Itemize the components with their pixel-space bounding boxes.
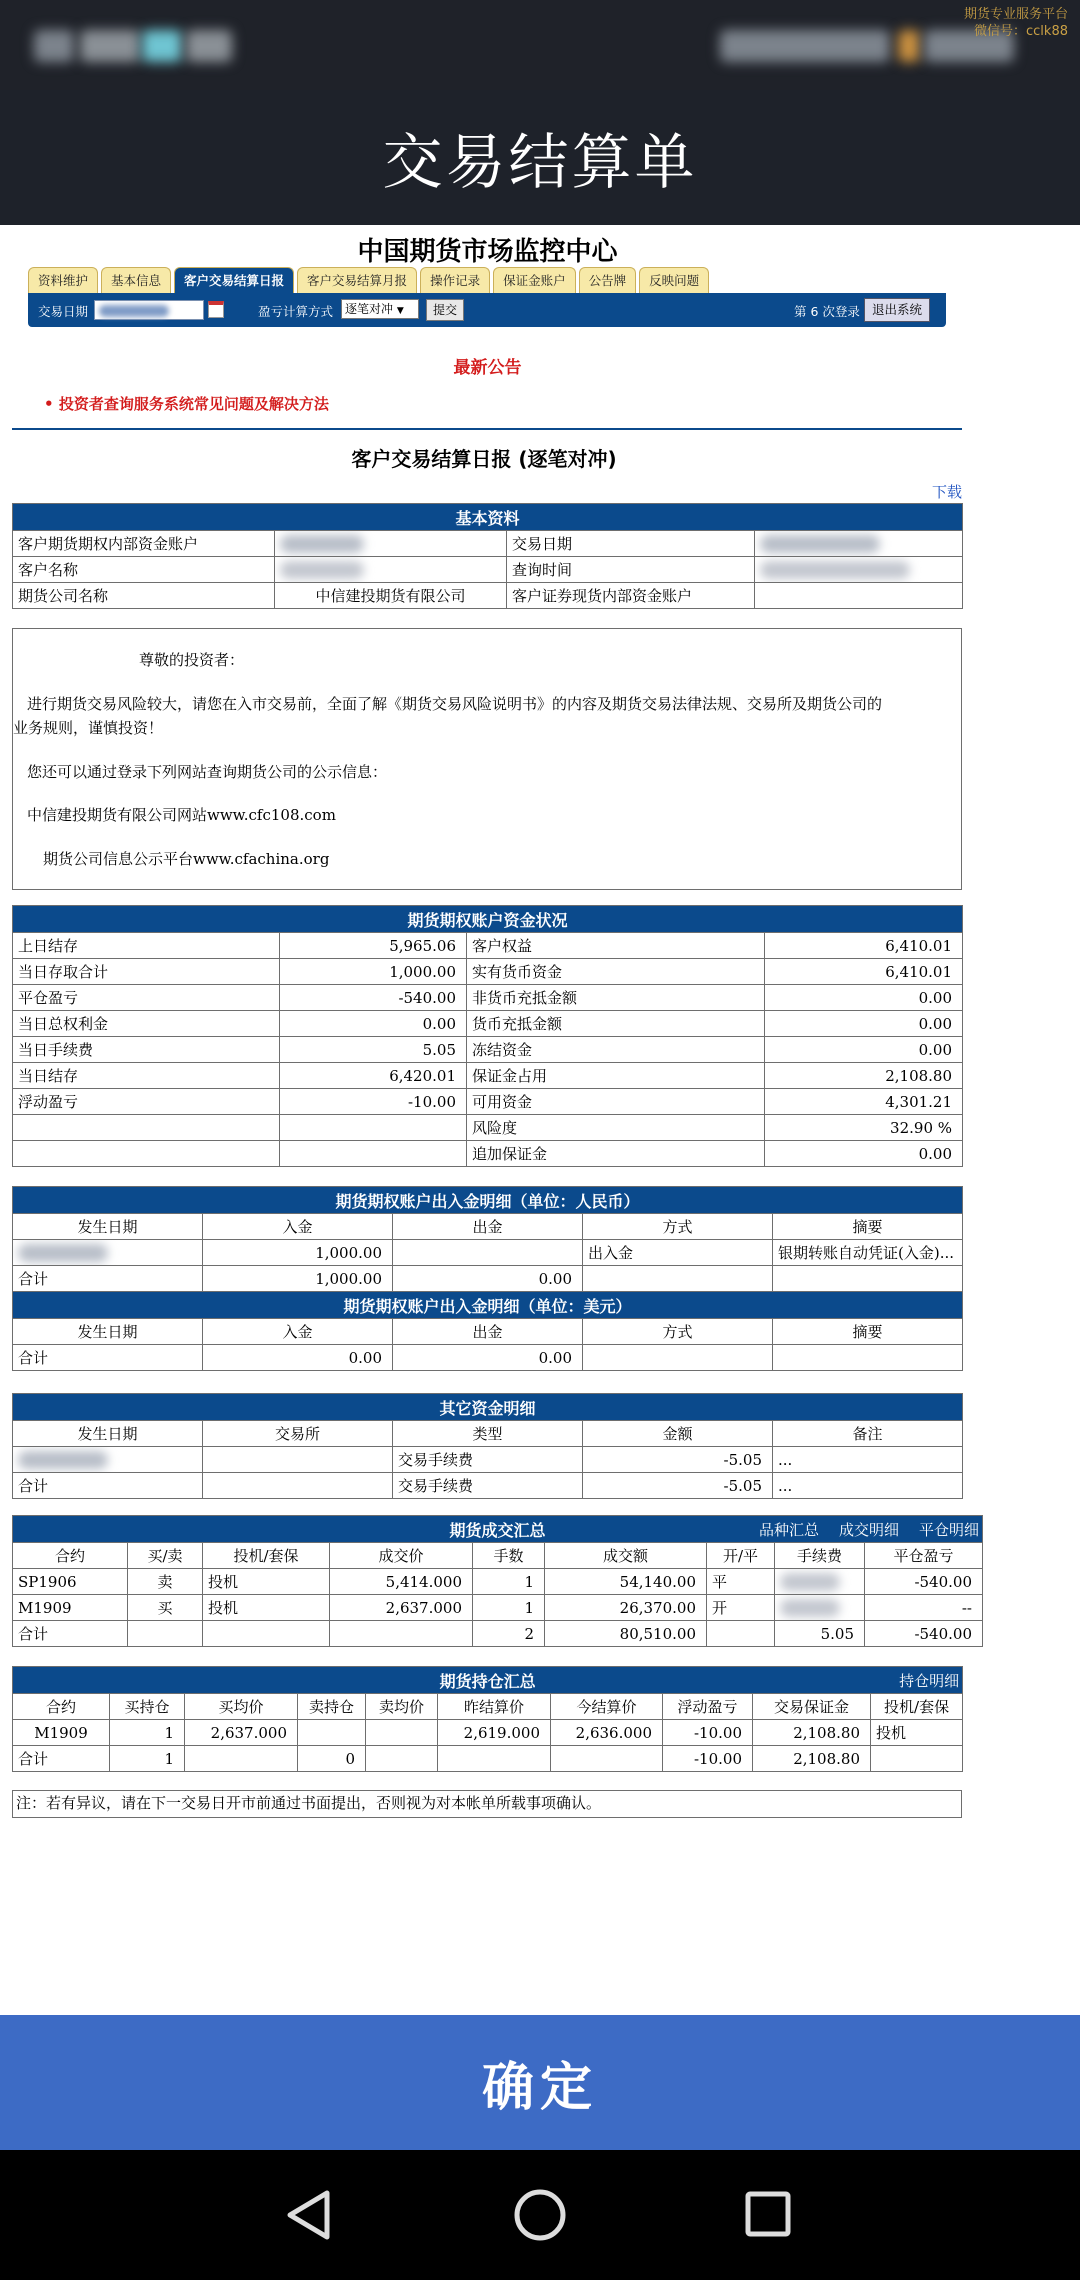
th: 买均价 bbox=[185, 1694, 298, 1720]
th: 方式 bbox=[583, 1319, 773, 1345]
td: 2,636.000 bbox=[551, 1720, 663, 1746]
funds-value: 5,965.06 bbox=[280, 933, 467, 959]
td: 26,370.00 bbox=[545, 1595, 707, 1621]
td bbox=[707, 1621, 775, 1647]
value-securities-account bbox=[755, 583, 963, 609]
rb bbox=[280, 561, 364, 579]
th: 摘要 bbox=[773, 1319, 963, 1345]
td bbox=[583, 1345, 773, 1371]
label-securities-account: 客户证券现货内部资金账户 bbox=[507, 583, 755, 609]
th: 方式 bbox=[583, 1214, 773, 1240]
funds-label: 当日手续费 bbox=[13, 1037, 280, 1063]
tab-feedback[interactable]: 反映问题 bbox=[639, 267, 709, 293]
th: 出金 bbox=[393, 1319, 583, 1345]
date-label: 交易日期 bbox=[38, 304, 89, 319]
calc-method-label: 盈亏计算方式 bbox=[258, 304, 334, 319]
td: 交易手续费 bbox=[393, 1447, 583, 1473]
funds-label bbox=[13, 1115, 280, 1141]
td: 2,619.000 bbox=[438, 1720, 551, 1746]
th: 金额 bbox=[583, 1421, 773, 1447]
funds-label: 浮动盈亏 bbox=[13, 1089, 280, 1115]
tab-bulletin[interactable]: 公告牌 bbox=[579, 267, 637, 293]
funds-value bbox=[280, 1115, 467, 1141]
other-funds-table bbox=[12, 1393, 963, 1499]
notice-link[interactable]: • 投资者查询服务系统常见问题及解决方法 bbox=[44, 395, 329, 413]
table-row bbox=[13, 933, 963, 959]
funds-body bbox=[13, 933, 963, 1167]
th: 入金 bbox=[203, 1319, 393, 1345]
label-company: 期货公司名称 bbox=[13, 583, 275, 609]
td bbox=[203, 1473, 393, 1499]
td: 银期转账自动凭证(入金)... bbox=[773, 1240, 963, 1266]
tab-operation-log[interactable]: 操作记录 bbox=[420, 267, 490, 293]
table-row-total bbox=[13, 1746, 963, 1772]
th: 平仓盈亏 bbox=[865, 1543, 983, 1569]
td: 80,510.00 bbox=[545, 1621, 707, 1647]
td: 0.00 bbox=[393, 1266, 583, 1292]
span: 期货成交汇总 bbox=[449, 1520, 546, 1540]
table-row bbox=[13, 1089, 963, 1115]
th: 发生日期 bbox=[13, 1319, 203, 1345]
nav-buttons bbox=[0, 2150, 1080, 2280]
td: ... bbox=[773, 1447, 963, 1473]
status-icons-left-2 bbox=[80, 30, 140, 62]
td: 开 bbox=[707, 1595, 775, 1621]
th: 备注 bbox=[773, 1421, 963, 1447]
td bbox=[393, 1240, 583, 1266]
rb bbox=[760, 535, 880, 553]
table-row bbox=[13, 1115, 963, 1141]
letter-company-site: 中信建投期货有限公司网站www.cfc108.com bbox=[27, 806, 336, 824]
td: 合计 bbox=[13, 1621, 128, 1647]
td bbox=[773, 1266, 963, 1292]
td: 0.00 bbox=[393, 1345, 583, 1371]
td: 交易手续费 bbox=[393, 1473, 583, 1499]
td bbox=[551, 1746, 663, 1772]
letter-risk-warning: 进行期货交易风险较大，请您在入市交易前，全面了解《期货交易风险说明书》的内容及期货交易法律法规、交易所及期货公司的 bbox=[27, 695, 883, 713]
td: -10.00 bbox=[663, 1720, 753, 1746]
funds-value: 1,000.00 bbox=[280, 959, 467, 985]
letter-cfachina-site: 期货公司信息公示平台www.cfachina.org bbox=[43, 850, 330, 868]
td: 1,000.00 bbox=[203, 1240, 393, 1266]
td: -10.00 bbox=[663, 1746, 753, 1772]
td: 0 bbox=[298, 1746, 366, 1772]
td bbox=[185, 1746, 298, 1772]
td: 5.05 bbox=[775, 1621, 865, 1647]
tab-basic-info[interactable]: 基本信息 bbox=[101, 267, 171, 293]
td: M1909 bbox=[13, 1720, 110, 1746]
th: 摘要 bbox=[773, 1214, 963, 1240]
td bbox=[203, 1447, 393, 1473]
rb bbox=[280, 535, 364, 553]
td bbox=[128, 1621, 203, 1647]
usd-io-heading: 期货期权账户出入金明细（单位：美元） bbox=[13, 1292, 963, 1319]
calc-method-select[interactable] bbox=[341, 299, 419, 319]
rb bbox=[18, 1244, 108, 1262]
td: 出入金 bbox=[583, 1240, 773, 1266]
th: 成交价 bbox=[330, 1543, 473, 1569]
table-row-total bbox=[13, 1345, 963, 1371]
th: 发生日期 bbox=[13, 1421, 203, 1447]
td: 投机 bbox=[203, 1569, 330, 1595]
date-input[interactable] bbox=[94, 300, 204, 320]
funds-label: 当日存取合计 bbox=[13, 959, 280, 985]
table-row-total bbox=[13, 1621, 983, 1647]
sublinks bbox=[879, 1670, 959, 1691]
td: -540.00 bbox=[865, 1569, 983, 1595]
status-icons-right-2 bbox=[898, 30, 920, 62]
statement-note: 注：若有异议，请在下一交易日开市前通过书面提出，否则视为对本帐单所载事项确认。 bbox=[12, 1790, 962, 1818]
nav-tabs bbox=[28, 267, 712, 293]
td bbox=[330, 1621, 473, 1647]
tab-margin-account[interactable]: 保证金账户 bbox=[493, 267, 576, 293]
basic-info-heading: 基本资料 bbox=[13, 504, 963, 531]
trades-links bbox=[739, 1519, 979, 1540]
other-date bbox=[13, 1447, 203, 1473]
td: ... bbox=[773, 1473, 963, 1499]
funds-label: 平仓盈亏 bbox=[13, 985, 280, 1011]
th: 开/平 bbox=[707, 1543, 775, 1569]
watermark-line2: 微信号：cclk88 bbox=[974, 24, 1068, 39]
letter-risk-warning-2: 业务规则，谨慎投资！ bbox=[13, 719, 164, 737]
blur bbox=[99, 305, 169, 317]
th: 成交额 bbox=[545, 1543, 707, 1569]
funds-label: 上日结存 bbox=[13, 933, 280, 959]
table-row bbox=[13, 1141, 963, 1167]
funds-heading: 期货期权账户资金状况 bbox=[13, 906, 963, 933]
th: 昨结算价 bbox=[438, 1694, 551, 1720]
funds-label: 冻结资金 bbox=[467, 1037, 765, 1063]
divider bbox=[12, 428, 962, 430]
td: 合计 bbox=[13, 1473, 203, 1499]
funds-label: 追加保证金 bbox=[467, 1141, 765, 1167]
funds-label: 客户权益 bbox=[467, 933, 765, 959]
td: 2,637.000 bbox=[330, 1595, 473, 1621]
logout-button[interactable]: 退出系统 bbox=[864, 298, 930, 322]
label-trade-date: 交易日期 bbox=[507, 531, 755, 557]
th: 今结算价 bbox=[551, 1694, 663, 1720]
td bbox=[366, 1720, 438, 1746]
investor-letter bbox=[12, 628, 962, 890]
trades-table bbox=[12, 1515, 983, 1647]
th: 入金 bbox=[203, 1214, 393, 1240]
watermark-line1: 期货专业服务平台 bbox=[963, 7, 1068, 22]
rect bbox=[748, 2194, 788, 2234]
rb bbox=[18, 1451, 108, 1469]
download-link[interactable]: 下载 bbox=[931, 483, 962, 501]
td: 54,140.00 bbox=[545, 1569, 707, 1595]
table-row-total bbox=[13, 1266, 963, 1292]
th: 投机/套保 bbox=[871, 1694, 963, 1720]
funds-table bbox=[12, 905, 963, 1167]
label-account: 客户期货期权内部资金账户 bbox=[13, 531, 275, 557]
th: 手续费 bbox=[775, 1543, 865, 1569]
funds-value: 0.00 bbox=[765, 1141, 963, 1167]
td: -5.05 bbox=[583, 1447, 773, 1473]
funds-label: 实有货币资金 bbox=[467, 959, 765, 985]
rb bbox=[780, 1573, 840, 1591]
funds-label: 货币充抵金额 bbox=[467, 1011, 765, 1037]
positions-heading bbox=[13, 1667, 963, 1694]
th: 卖持仓 bbox=[298, 1694, 366, 1720]
funds-value: -540.00 bbox=[280, 985, 467, 1011]
td: 2,108.80 bbox=[753, 1746, 871, 1772]
th: 买/卖 bbox=[128, 1543, 203, 1569]
home-icon[interactable] bbox=[517, 2192, 563, 2238]
td: -540.00 bbox=[865, 1621, 983, 1647]
td: 2,637.000 bbox=[185, 1720, 298, 1746]
table-row-total bbox=[13, 1473, 963, 1499]
funds-label: 非货币充抵金额 bbox=[467, 985, 765, 1011]
th: 手数 bbox=[473, 1543, 545, 1569]
notice-title: 最新公告 bbox=[453, 358, 522, 378]
label-client-name: 客户名称 bbox=[13, 557, 275, 583]
letter-greeting: 尊敬的投资者： bbox=[139, 651, 245, 669]
table-row bbox=[13, 1595, 983, 1621]
tab-monthly-statement[interactable]: 客户交易结算月报 bbox=[297, 267, 417, 293]
th: 浮动盈亏 bbox=[663, 1694, 753, 1720]
value-trade-date bbox=[755, 531, 963, 557]
funds-value: 6,410.01 bbox=[765, 933, 963, 959]
th: 合约 bbox=[13, 1694, 110, 1720]
back-icon[interactable] bbox=[290, 2193, 327, 2237]
td: 卖 bbox=[128, 1569, 203, 1595]
cny-io-heading: 期货期权账户出入金明细（单位：人民币） bbox=[13, 1187, 963, 1214]
calendar-icon[interactable] bbox=[208, 301, 224, 318]
td: M1909 bbox=[13, 1595, 128, 1621]
funds-label: 风险度 bbox=[467, 1115, 765, 1141]
fee-redacted bbox=[775, 1595, 865, 1621]
td: 0.00 bbox=[203, 1345, 393, 1371]
td: 2 bbox=[473, 1621, 545, 1647]
td: 2,108.80 bbox=[753, 1720, 871, 1746]
login-count: 第 6 次登录 bbox=[794, 304, 860, 319]
value-query-time bbox=[755, 557, 963, 583]
td: 合计 bbox=[13, 1345, 203, 1371]
td: -5.05 bbox=[583, 1473, 773, 1499]
th: 投机/套保 bbox=[203, 1543, 330, 1569]
value-client-name bbox=[275, 557, 507, 583]
link-trade-detail[interactable]: 成交明细 bbox=[838, 1521, 899, 1539]
td: 5,414.000 bbox=[330, 1569, 473, 1595]
tab-daily-statement[interactable]: 客户交易结算日报 bbox=[174, 267, 294, 293]
header-title: 交易结算单 bbox=[0, 90, 1080, 225]
funds-value: 0.00 bbox=[280, 1011, 467, 1037]
td bbox=[438, 1746, 551, 1772]
calc-method-value: 逐笔对冲 bbox=[345, 302, 394, 316]
td: 买 bbox=[128, 1595, 203, 1621]
value-company: 中信建投期货有限公司 bbox=[275, 583, 507, 609]
link-close-detail[interactable]: 平仓明细 bbox=[918, 1521, 979, 1539]
webview-content[interactable] bbox=[0, 225, 1080, 2015]
td: 1,000.00 bbox=[203, 1266, 393, 1292]
trades-heading bbox=[13, 1516, 983, 1543]
td: 合计 bbox=[13, 1746, 110, 1772]
span: 期货持仓汇总 bbox=[439, 1671, 536, 1691]
th: 发生日期 bbox=[13, 1214, 203, 1240]
funds-value: 6,420.01 bbox=[280, 1063, 467, 1089]
funds-label: 当日总权利金 bbox=[13, 1011, 280, 1037]
table-row bbox=[13, 985, 963, 1011]
funds-value: 0.00 bbox=[765, 985, 963, 1011]
td: 1 bbox=[110, 1746, 185, 1772]
dropdown-arrow-icon: ▼ bbox=[396, 306, 404, 316]
td: 投机 bbox=[871, 1720, 963, 1746]
td bbox=[366, 1746, 438, 1772]
td bbox=[773, 1345, 963, 1371]
site-title: 中国期货市场监控中心 bbox=[357, 237, 618, 267]
td: 1 bbox=[110, 1720, 185, 1746]
funds-value: 4,301.21 bbox=[765, 1089, 963, 1115]
td bbox=[871, 1746, 963, 1772]
th: 交易所 bbox=[203, 1421, 393, 1447]
basic-info-table bbox=[12, 503, 963, 609]
status-icons-left-4 bbox=[186, 30, 232, 62]
table-row bbox=[13, 1063, 963, 1089]
th: 类型 bbox=[393, 1421, 583, 1447]
td: -- bbox=[865, 1595, 983, 1621]
table-row bbox=[13, 1447, 963, 1473]
th: 卖均价 bbox=[366, 1694, 438, 1720]
th: 合约 bbox=[13, 1543, 128, 1569]
td: 合计 bbox=[13, 1266, 203, 1292]
th: 交易保证金 bbox=[753, 1694, 871, 1720]
table-row bbox=[13, 1037, 963, 1063]
polygon bbox=[290, 2193, 327, 2237]
confirm-button[interactable]: 确定 bbox=[0, 2015, 1080, 2150]
table-row bbox=[13, 1240, 963, 1266]
link-position-detail[interactable]: 持仓明细 bbox=[899, 1672, 960, 1690]
td bbox=[298, 1720, 366, 1746]
submit-button[interactable]: 提交 bbox=[426, 299, 464, 321]
funds-value: 6,410.01 bbox=[765, 959, 963, 985]
rb bbox=[760, 561, 910, 579]
th: 出金 bbox=[393, 1214, 583, 1240]
td: 1 bbox=[473, 1595, 545, 1621]
fee-redacted bbox=[775, 1569, 865, 1595]
tab-account-maintenance[interactable]: 资料维护 bbox=[28, 267, 98, 293]
table-row bbox=[13, 1720, 963, 1746]
funds-label: 可用资金 bbox=[467, 1089, 765, 1115]
rb bbox=[780, 1599, 840, 1617]
td: 投机 bbox=[203, 1595, 330, 1621]
report-title: 客户交易结算日报 (逐笔对冲) bbox=[351, 447, 617, 471]
notice-link-text[interactable]: 投资者查询服务系统常见问题及解决方法 bbox=[58, 395, 329, 413]
label-query-time: 查询时间 bbox=[507, 557, 755, 583]
other-funds-heading: 其它资金明细 bbox=[13, 1394, 963, 1421]
td bbox=[583, 1266, 773, 1292]
funds-value: -10.00 bbox=[280, 1089, 467, 1115]
funds-value: 0.00 bbox=[765, 1011, 963, 1037]
recents-icon[interactable] bbox=[748, 2194, 788, 2234]
funds-label: 当日结存 bbox=[13, 1063, 280, 1089]
positions-table bbox=[12, 1666, 963, 1772]
cny-io-table bbox=[12, 1186, 963, 1371]
funds-value: 2,108.80 bbox=[765, 1063, 963, 1089]
funds-value: 5.05 bbox=[280, 1037, 467, 1063]
td: 平 bbox=[707, 1569, 775, 1595]
funds-label bbox=[13, 1141, 280, 1167]
td: 1 bbox=[473, 1569, 545, 1595]
table-row bbox=[13, 1569, 983, 1595]
circle bbox=[517, 2192, 563, 2238]
funds-value: 32.90 % bbox=[765, 1115, 963, 1141]
funds-value: 0.00 bbox=[765, 1037, 963, 1063]
query-toolbar bbox=[28, 293, 946, 327]
funds-value bbox=[280, 1141, 467, 1167]
table-row bbox=[13, 1011, 963, 1037]
table-row bbox=[13, 959, 963, 985]
watermark bbox=[964, 6, 1068, 40]
status-icons-right bbox=[720, 30, 890, 62]
cny-io-date bbox=[13, 1240, 203, 1266]
th: 买持仓 bbox=[110, 1694, 185, 1720]
link-by-product[interactable]: 品种汇总 bbox=[758, 1521, 819, 1539]
funds-label: 保证金占用 bbox=[467, 1063, 765, 1089]
status-icons-left-3 bbox=[142, 30, 182, 62]
td bbox=[203, 1621, 330, 1647]
status-icons-left bbox=[34, 30, 74, 62]
system-nav-bar bbox=[0, 2150, 1080, 2280]
value-account bbox=[275, 531, 507, 557]
status-bar bbox=[0, 0, 1080, 90]
letter-info-hint: 您还可以通过登录下列网站查询期货公司的公示信息： bbox=[27, 763, 388, 781]
td: SP1906 bbox=[13, 1569, 128, 1595]
